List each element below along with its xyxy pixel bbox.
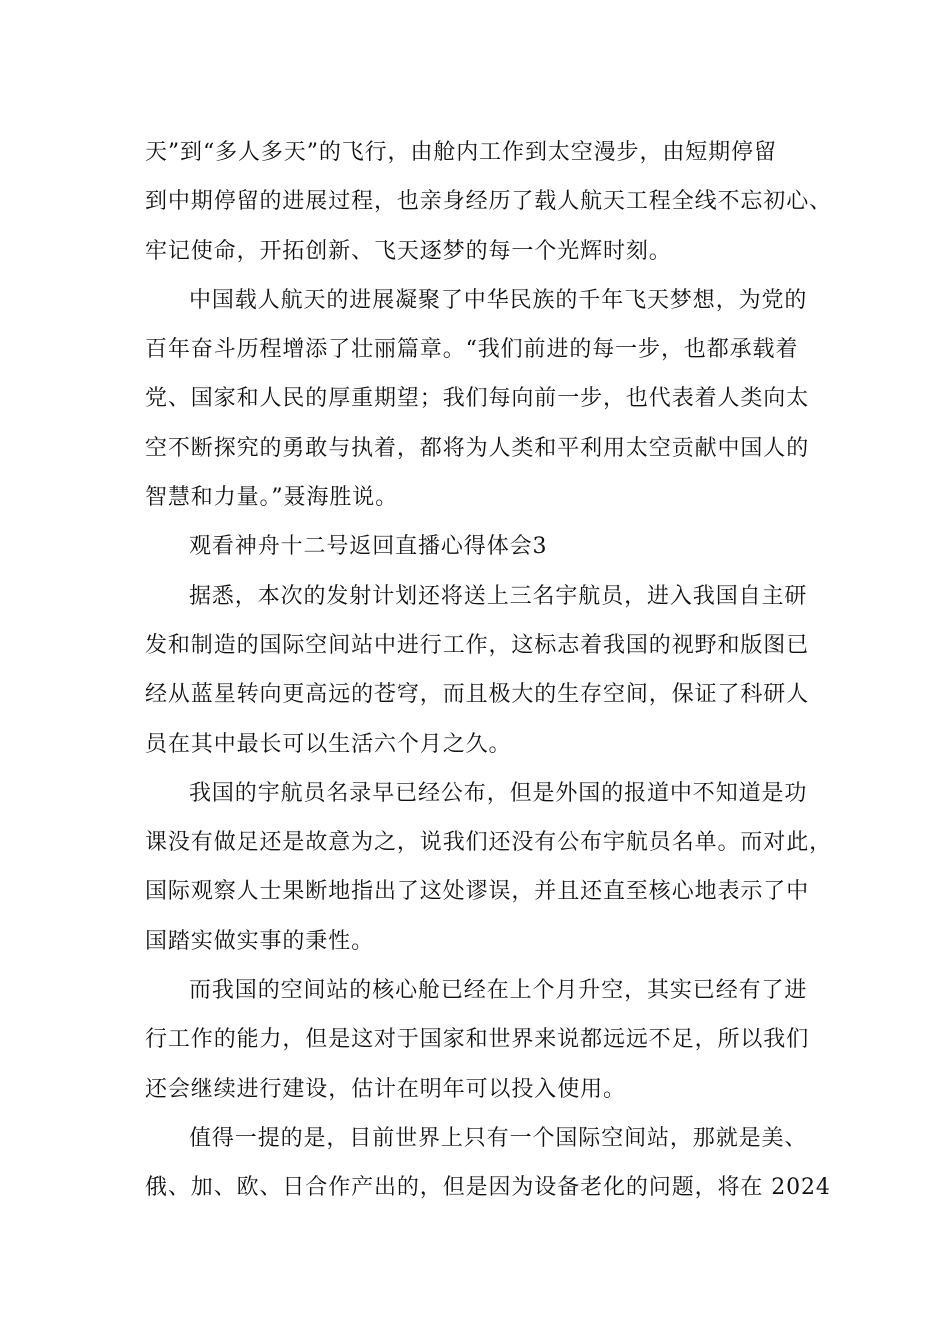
text-line: 课没有做足还是故意为之，说我们还没有公布宇航员名单。而对此， bbox=[145, 830, 833, 856]
document-body bbox=[145, 128, 833, 1213]
text-line: 党、国家和人民的厚重期望；我们每向前一步，也代表着人类向太 bbox=[145, 386, 810, 412]
text-line: 空不断探究的勇敢与执着，都将为人类和平利用太空贡献中国人的 bbox=[145, 435, 810, 461]
text-line: 还会继续进行建设，估计在明年可以投入使用。 bbox=[145, 1076, 626, 1102]
text-line: 牢记使命，开拓创新、飞天逐梦的每一个光辉时刻。 bbox=[145, 238, 672, 264]
paragraph-start-line: 而我国的空间站的核心舱已经在上个月升空，其实已经有了进 bbox=[189, 978, 808, 1004]
text-line: 发和制造的国际空间站中进行工作，这标志着我国的视野和版图已 bbox=[145, 632, 810, 658]
text-line: 百年奋斗历程增添了壮丽篇章。“我们前进的每一步，也都承载着 bbox=[145, 337, 799, 363]
section-heading: 观看神舟十二号返回直播心得体会3 bbox=[189, 534, 548, 560]
text-line: 智慧和力量。”聂海胜说。 bbox=[145, 485, 399, 511]
paragraph-start-line: 我国的宇航员名录早已经公布，但是外国的报道中不知道是功 bbox=[189, 780, 808, 806]
text-line: 行工作的能力，但是这对于国家和世界来说都远远不足，所以我们 bbox=[145, 1027, 810, 1053]
paragraph-start-line: 据悉，本次的发射计划还将送上三名宇航员，进入我国自主研 bbox=[189, 583, 808, 609]
text-line: 天”到“多人多天”的飞行，由舱内工作到太空漫步，由短期停留 bbox=[145, 140, 777, 165]
text-line: 国际观察人士果断地指出了这处谬误，并且还直至核心地表示了中 bbox=[145, 879, 810, 905]
text-line: 国踏实做实事的秉性。 bbox=[145, 928, 375, 954]
text-line: 员在其中最长可以生活六个月之久。 bbox=[145, 731, 512, 757]
paragraph-start-line: 值得一提的是，目前世界上只有一个国际空间站，那就是美、 bbox=[189, 1125, 808, 1151]
text-line: 俄、加、欧、日合作产出的，但是因为设备老化的问题，将在 2024 bbox=[145, 1175, 831, 1201]
paragraph-start-line: 中国载人航天的进展凝聚了中华民族的千年飞天梦想，为党的 bbox=[189, 287, 808, 313]
text-line: 经从蓝星转向更高远的苍穹，而且极大的生存空间，保证了科研人 bbox=[145, 682, 810, 708]
text-line: 到中期停留的进展过程，也亲身经历了载人航天工程全线不忘初心、 bbox=[145, 189, 833, 215]
